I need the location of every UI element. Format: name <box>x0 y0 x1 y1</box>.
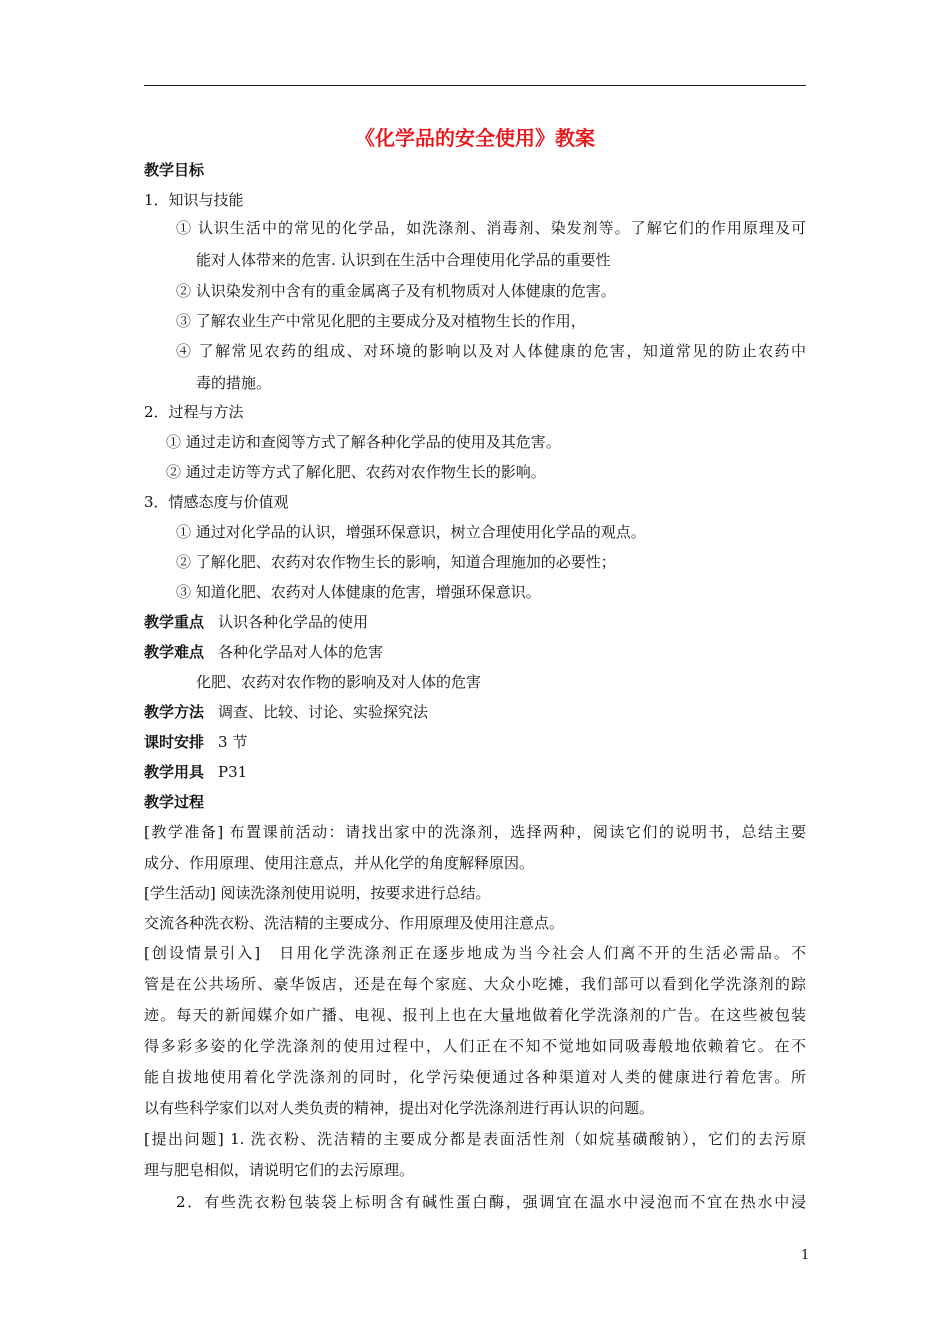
objectives-heading: 教学目标 <box>144 161 205 179</box>
objective-1-4a: ④ 了解常见农药的组成、对环境的影响以及对人体健康的危害，知道常见的防止农药中 <box>176 342 806 360</box>
process-question-a: [提出问题] 1. 洗衣粉、洗洁精的主要成分都是表面活性剂（如烷基磺酸钠），它们的去污原 <box>144 1130 806 1148</box>
section3-heading: 3．情感态度与价值观 <box>144 493 289 511</box>
objective-2-1: ① 通过走访和查阅等方式了解各种化学品的使用及其危害。 <box>166 433 561 451</box>
hours-label: 课时安排 <box>144 733 205 751</box>
process-intro-c: 迹。每天的新闻媒介如广播、电视、报刊上也在大量地做着化学洗涤剂的广告。在这些被包装 <box>144 1006 806 1024</box>
process-student-activity: [学生活动] 阅读洗涤剂使用说明，按要求进行总结。 <box>144 884 491 902</box>
difficulties-row <box>144 641 806 663</box>
objective-1-1a: ① 认识生活中的常见的化学品，如洗涤剂、消毒剂、染发剂等。了解它们的作用原理及可 <box>176 219 806 237</box>
process-question-2: 2．有些洗衣粉包装袋上标明含有碱性蛋白酶，强调宜在温水中浸泡而不宜在热水中浸 <box>176 1193 806 1211</box>
objective-1-2: ② 认识染发剂中含有的重金属离子及有机物质对人体健康的危害。 <box>176 282 616 300</box>
tools-label: 教学用具 <box>144 763 205 781</box>
key-points-row <box>144 611 806 633</box>
process-intro-e: 能自拔地使用着化学洗涤剂的同时，化学污染便通过各种渠道对人类的健康进行着危害。所 <box>144 1068 806 1086</box>
methods-row <box>144 701 806 723</box>
key-points-label: 教学重点 <box>144 613 205 631</box>
objective-3-2: ② 了解化肥、农药对农作物生长的影响，知道合理施加的必要性； <box>176 553 616 571</box>
objective-1-4b: 毒的措施。 <box>196 374 272 392</box>
objective-2-2: ② 通过走访等方式了解化肥、农药对农作物生长的影响。 <box>166 463 546 481</box>
hours-row <box>144 731 806 753</box>
process-question-b: 理与肥皂相似，请说明它们的去污原理。 <box>144 1161 415 1179</box>
section2-heading: 2．过程与方法 <box>144 403 244 421</box>
process-prep-b: 成分、作用原理、使用注意点，并从化学的角度解释原因。 <box>144 854 535 872</box>
process-intro-d: 得多彩多姿的化学洗涤剂的使用过程中，人们正在不知不觉地如同吸毒般地依赖着它。在不 <box>144 1037 806 1055</box>
objective-3-1: ① 通过对化学品的认识，增强环保意识，树立合理使用化学品的观点。 <box>176 523 646 541</box>
difficulties-label: 教学难点 <box>144 643 205 661</box>
hours-value: 3 节 <box>218 733 248 751</box>
objective-1-1b: 能对人体带来的危害. 认识到在生活中合理使用化学品的重要性 <box>196 251 611 269</box>
difficulties-value-1: 各种化学品对人体的危害 <box>218 643 384 661</box>
process-heading: 教学过程 <box>144 793 205 811</box>
page-number: 1 <box>801 1248 810 1263</box>
key-points-value: 认识各种化学品的使用 <box>218 613 369 631</box>
tools-row <box>144 761 806 783</box>
section1-heading: 1．知识与技能 <box>144 191 244 209</box>
difficulties-value-2: 化肥、农药对农作物的影响及对人体的危害 <box>196 673 482 691</box>
document-title: 《化学品的安全使用》教案 <box>355 126 595 150</box>
process-intro-a: [创设情景引入] 日用化学洗涤剂正在逐步地成为当今社会人们离不开的生活必需品。不 <box>144 944 806 962</box>
header-rule <box>144 85 806 86</box>
tools-value: P31 <box>218 763 248 781</box>
objective-3-3: ③ 知道化肥、农药对人体健康的危害，增强环保意识。 <box>176 583 541 601</box>
process-intro-f: 以有些科学家们以对人类负责的精神，提出对化学洗涤剂进行再认识的问题。 <box>144 1099 655 1117</box>
process-intro-b: 管是在公共场所、豪华饭店，还是在每个家庭、大众小吃摊，我们部可以看到化学洗涤剂的踪 <box>144 975 806 993</box>
objective-1-3: ③ 了解农业生产中常见化肥的主要成分及对植物生长的作用， <box>176 312 586 330</box>
process-prep-a: [教学准备] 布置课前活动：请找出家中的洗涤剂，选择两种，阅读它们的说明书，总结主要 <box>144 823 806 841</box>
methods-label: 教学方法 <box>144 703 205 721</box>
process-exchange: 交流各种洗衣粉、洗洁精的主要成分、作用原理及使用注意点。 <box>144 914 565 932</box>
methods-value: 调查、比较、讨论、实验探究法 <box>218 703 429 721</box>
